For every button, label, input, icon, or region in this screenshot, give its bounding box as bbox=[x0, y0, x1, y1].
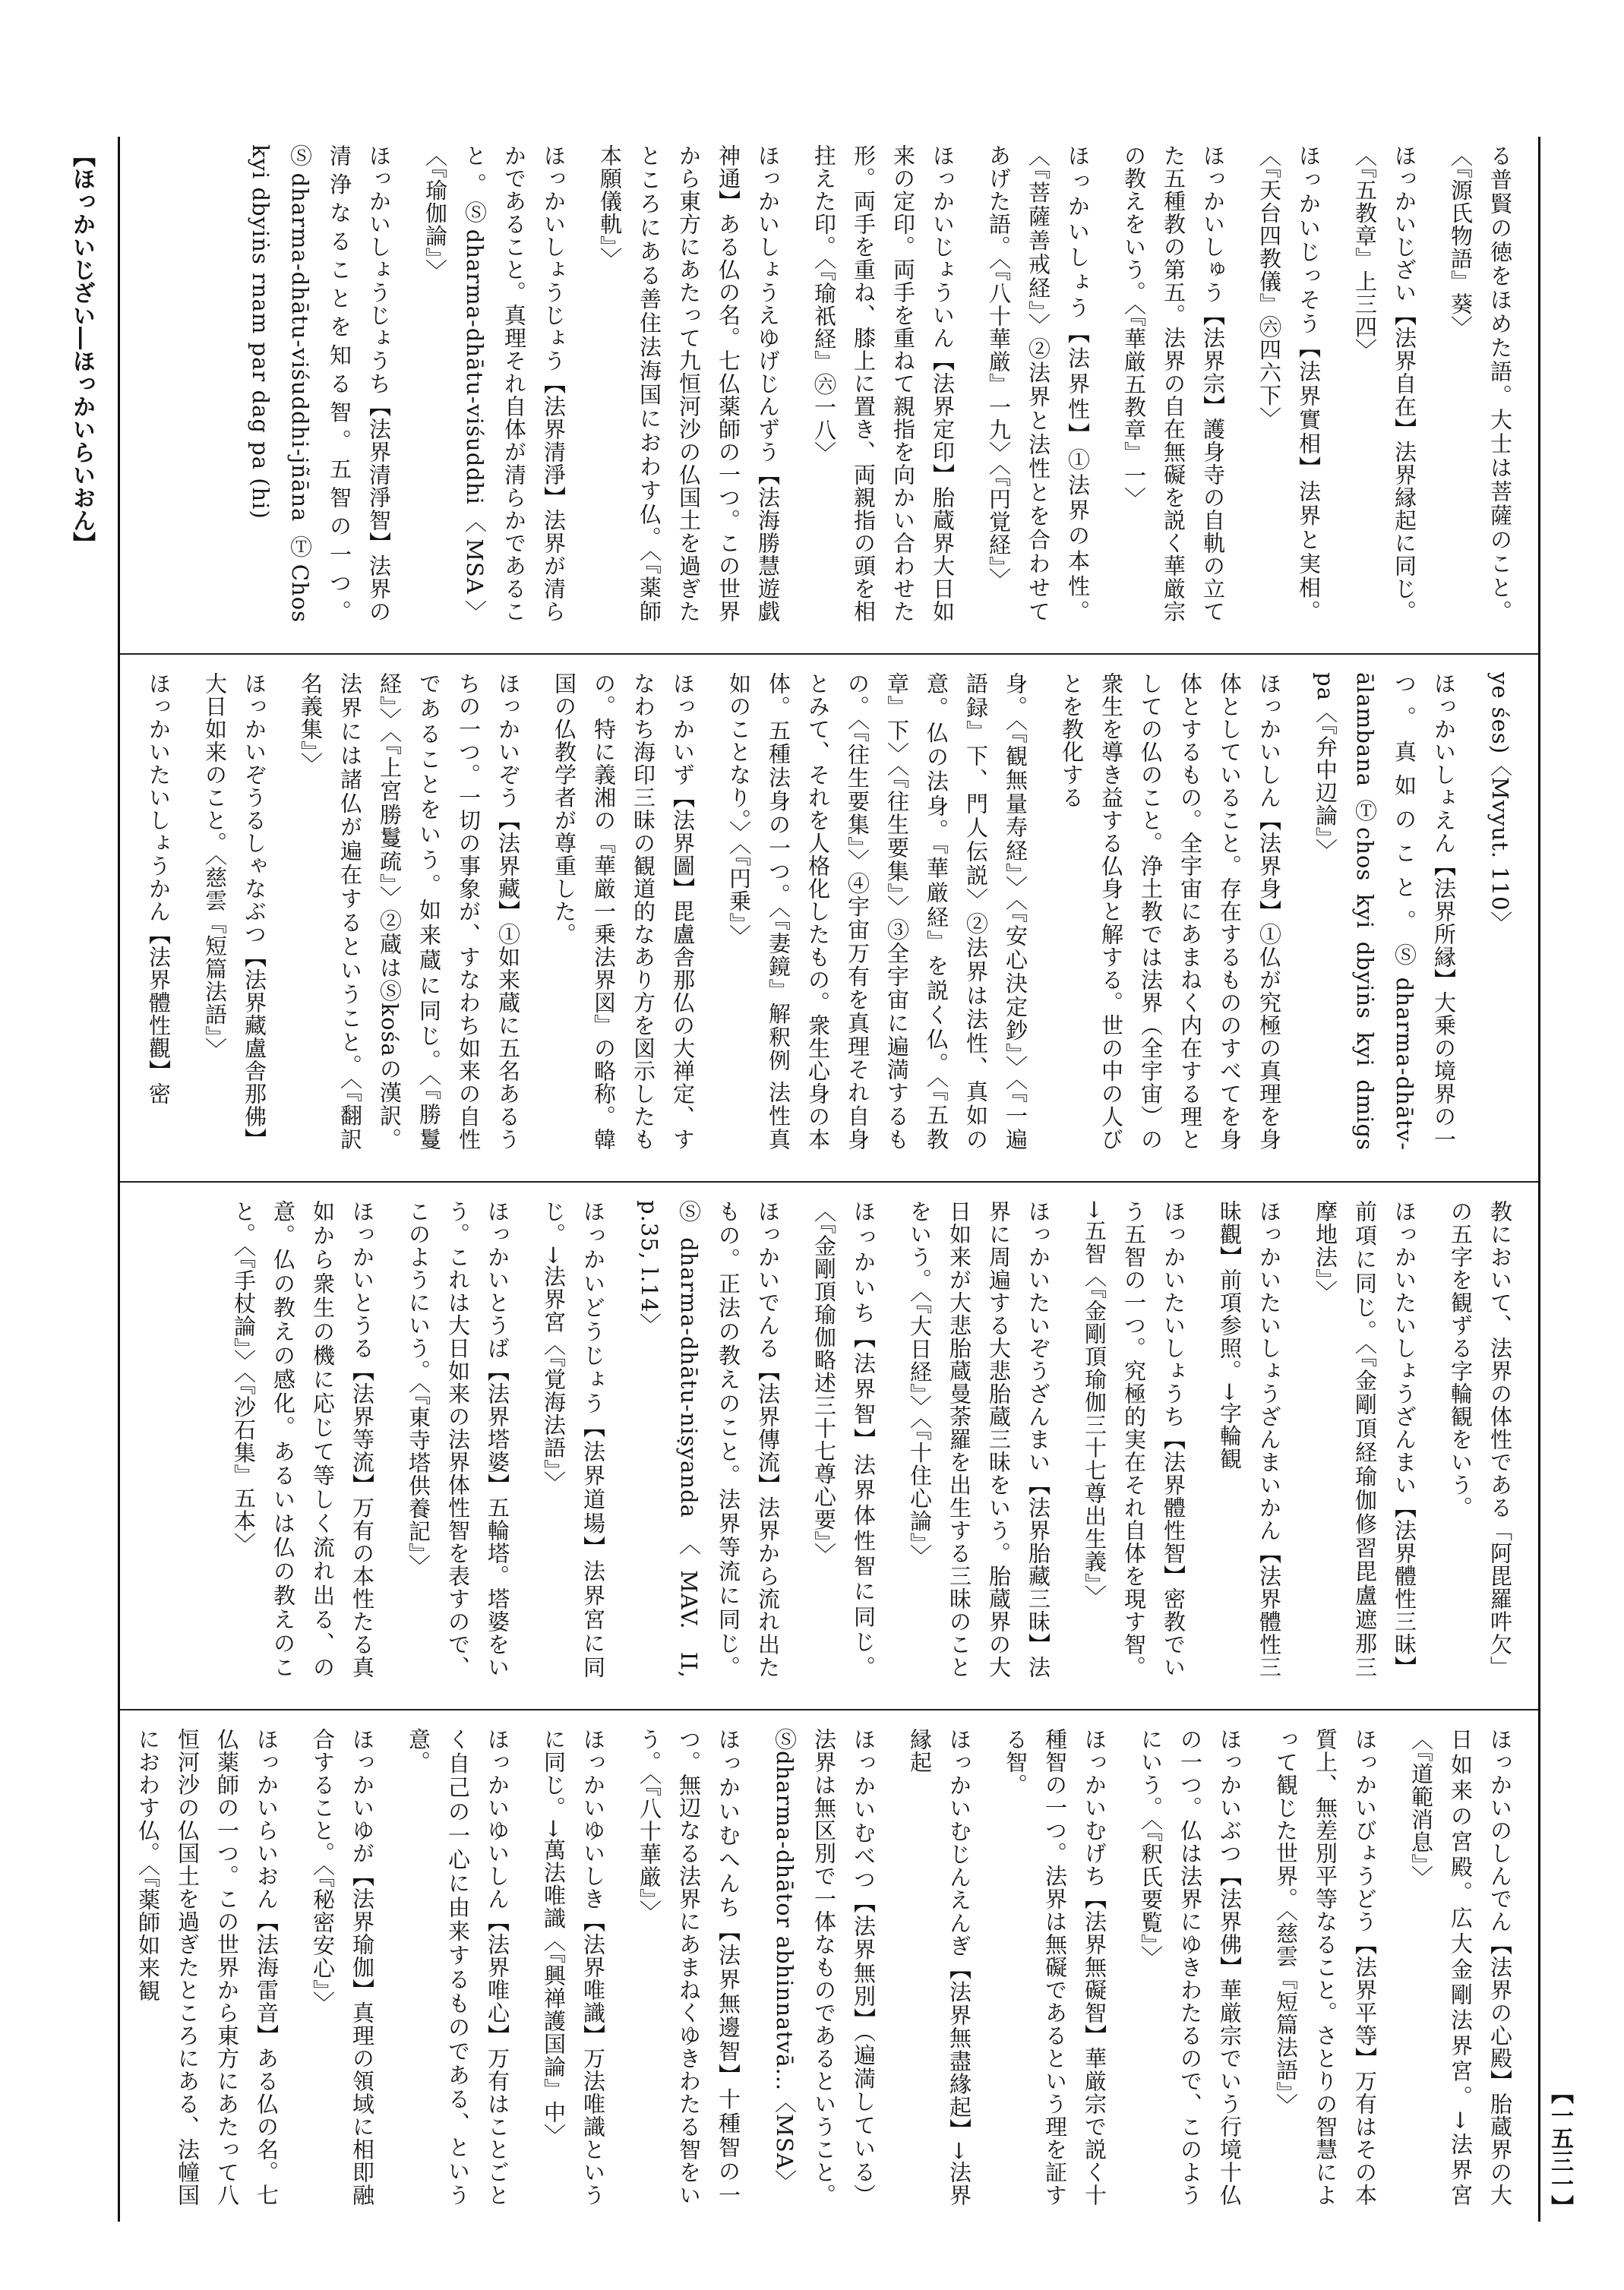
entry-column: ほっかいしょうじょうち【法界清淨智】法界の清浄なることを知る智。五智の一つ。Ⓢdharma-dhātu-viśuddhi-jñāna ⓉChos kyi dbyiṅs rnam par dag pa (hi) bbox=[248, 144, 392, 623]
entry-column: ほっかいしょうえゆげじんずう【法海勝慧遊戯神通】ある仏の名。七仏薬師の一つ。この世界から東方にあたって九恒河沙の仏国土を過ぎたところにある善住法海国におわす仏。〈『薬師本願儀軌』〉 bbox=[597, 144, 781, 623]
entry-column: ほっかいむへんち【法界無邊智】十種智の一つ。無辺なる法界にあまねくゆきわたる智をいう。〈『八十華厳』〉 bbox=[637, 1728, 741, 2206]
entry-column: ほっかいゆいしき【法界唯識】万法唯識というに同じ。→萬法唯識〈『興禅護国論』中〉 bbox=[541, 1728, 606, 2206]
entry-column: ほっかいしん【法界身】①仏が究極の真理を身体としていること。存在するもののすべてを身体とするもの。全宇宙にあまねく内在する理としての仏のこと。浄土教では法界（全宇宙）の衆生を導き益する仏身と解する。世の中の人びとを教化する bbox=[1059, 672, 1282, 1151]
running-head: 【ほっかいじざい―ほっかいらいおん】 bbox=[68, 144, 95, 554]
entry-column: ほっかいじざい【法界自在】法界縁起に同じ。〈『五教章』上三四〉 bbox=[1352, 144, 1417, 623]
entry-column: ほっかいのしんでん【法界の心殿】胎蔵界の大日如来の宮殿。広大金剛法界宮。→法界宮〈『道範消息』〉 bbox=[1408, 1728, 1513, 2206]
tier-3 bbox=[120, 1200, 1538, 1686]
entry-column: ほっかいぞう【法界藏】①如来蔵に五名あるうちの一つ。一切の事象が、すなわち如来の自性であることをいう。如来蔵に同じ。〈『勝鬘経』〉〈『上宮勝鬘疏』〉②蔵はⓈkośaの漢訳。法界には諸仏が遍在するということ。〈『翻訳名義集』〉 bbox=[298, 672, 521, 1151]
entry-column: ほっかいち【法界智】法界体性智に同じ。〈『金剛頂瑜伽略述三十七尊心要』〉 bbox=[811, 1200, 877, 1679]
entry-column: ほっかいじっそう【法界實相】法界と実相。〈『天台四教儀』㊅四六下〉 bbox=[1256, 144, 1322, 623]
tier-2 bbox=[120, 672, 1538, 1158]
entry-column: ほっかいどうじょう【法界道場】法界宮に同じ。→法界宮〈『覚海法語』〉 bbox=[541, 1200, 606, 1679]
entry-column: ほっかいぞうるしゃなぶつ【法界藏盧舎那佛】大日如来のこと。〈慈雲『短篇法語』〉 bbox=[202, 672, 267, 1151]
page-number: 【一五三一】 bbox=[1547, 2081, 1573, 2218]
entry-column: ほっかいじょういん【法界定印】胎蔵界大日如来の定印。両手を重ねて親指を向かい合わせた形。両手を重ね、膝上に置き、両親指の頭を相拄えた印。〈『瑜祇経』㊅一八〉 bbox=[811, 144, 956, 623]
tier-divider bbox=[120, 1709, 1538, 1710]
entry-column: ほっかいず【法界圖】毘盧舎那仏の大禅定、すなわち海印三昧の観道的なあり方を図示したもの。特に義湘の『華厳一乗法界図』の略称。韓国の仏教学者が尊重した。 bbox=[551, 672, 696, 1151]
tier-4 bbox=[120, 1728, 1538, 2214]
entry-column: ほっかいしゅう【法界宗】護身寺の自軌の立てた五種教の第五。法界の自在無礙を説く華厳宗の教えをいう。〈『華厳五教章』一〉 bbox=[1121, 144, 1226, 623]
entry-column: ほっかいびょうどう【法界平等】万有はその本質上、無差別平等なること。さとりの智慧によって観じた世界。〈慈雲『短篇法語』〉 bbox=[1273, 1728, 1378, 2206]
entry-column: る普賢の徳をほめた語。大士は菩薩のこと。〈『源氏物語』葵〉 bbox=[1448, 144, 1513, 623]
entry-column: ほっかいぶつ【法界佛】華厳宗でいう行境十仏の一つ。仏は法界にゆきわたるので、このようにいう。〈『釈氏要覧』〉 bbox=[1138, 1728, 1243, 2206]
entry-column: ほっかいでんる【法界傳流】法界から流れ出たもの。正法の教えのこと。法界等流に同じ。Ⓢdharma-dhātu-niṣyanda〈MAV. II, p.35, l.14〉 bbox=[637, 1200, 781, 1679]
entry-column: ほっかいたいしょうざんまい【法界體性三昧】前項に同じ。〈『金剛頂経瑜伽修習毘盧遮那三摩地法』〉 bbox=[1313, 1200, 1417, 1679]
entry-column: ほっかいたいしょうち【法界體性智】密教でいう五智の一つ。究極的実在それ自体を現す智。→五智〈『金剛頂瑜伽三十七尊出生義』〉 bbox=[1082, 1200, 1186, 1679]
entry-column: ほっかいたいぞうざんまい【法界胎藏三昧】法界に周遍する大悲胎蔵三昧をいう。胎蔵界の大日如来が大悲胎蔵曼荼羅を出生する三昧のことをいう。〈『大日経』〉〈『十住心論』〉 bbox=[907, 1200, 1051, 1679]
entry-column: 身。〈『観無量寿経』〉〈『安心決定鈔』〉〈『一遍語録』下、門人伝説〉②法界は法性、真如の意。仏の法身。『華厳経』を説く仏。〈『五教章』下〉〈『往生要集』〉③全宇宙に遍満するもの。〈『往生要集』〉④宇宙万有を真理それ自身とみて、それを人格化したもの。衆生心身の本体。五種法身の一つ。〈『妻鏡』解釈例 法性真如のことなり。〉〈『円乗』〉 bbox=[726, 672, 1028, 1151]
entry-column: ほっかいゆが【法界瑜伽】真理の領域に相即融合すること。〈『秘密安心』〉 bbox=[310, 1728, 375, 2206]
tier-divider bbox=[120, 653, 1538, 655]
entry-column: 教において、法界の体性である「阿毘羅吽欠」の五字を観ずる字輪観をいう。 bbox=[1448, 1200, 1513, 1679]
entry-column: ほっかいむじんえんぎ【法界無盡緣起】→法界縁起 bbox=[907, 1728, 972, 2206]
entry-column: ほっかいしょう【法界性】①法界の本性。〈『菩薩善戒経』〉②法界と法性とを合わせてあげた語。〈『八十華厳』一九〉〈『円覚経』〉 bbox=[986, 144, 1091, 623]
entry-column: ほっかいしょうじょう【法界清淨】法界が清らかであること。真理それ自体が清らかであること。Ⓢdharma-dhātu-viśuddhi〈MSA〉〈『瑜伽論』〉 bbox=[422, 144, 567, 623]
tier-1 bbox=[120, 144, 1538, 630]
entry-column: ほっかいむげち【法界無礙智】華厳宗で説く十種智の一つ。法界は無礙であるという理を証する智。 bbox=[1003, 1728, 1107, 2206]
text-frame bbox=[118, 137, 1540, 2222]
tier-divider bbox=[120, 1181, 1538, 1183]
entry-column: ほっかいとうる【法界等流】万有の本性たる真如から衆生の機に応じて等しく流れ出る、の意。仏の教えの感化。あるいは仏の教えのこと。〈『手杖論』〉〈『沙石集』五本〉 bbox=[231, 1200, 375, 1679]
entry-column: ほっかいゆいしん【法界唯心】万有はことごとく自己の一心に由来するものである、という意。 bbox=[406, 1728, 510, 2206]
entry-column: ほっかいとうば【法界塔婆】五輪塔。塔婆をいう。これは大日如来の法界体性智を表すので、このようにいう。〈『東寺塔供養記』〉 bbox=[406, 1200, 510, 1679]
entry-column: ほっかいたいしょうかん【法界體性觀】密 bbox=[146, 672, 172, 1105]
entry-column: ほっかいらいおん【法海雷音】ある仏の名。七仏薬師の一つ。この世界から東方にあたって八恒河沙の仏国土を過ぎたところにある、法幢国におわす仏。〈『薬師如来観 bbox=[135, 1728, 280, 2206]
entry-column: ほっかいむべつ【法界無別】（遍満している）法界は無区別で一体なものであるということ。Ⓢdharma-dhātor abhinnatvā...〈MSA〉 bbox=[772, 1728, 877, 2206]
entry-column: ほっかいしょえん【法界所縁】大乗の境界の一つ。真如のこと。Ⓢdharma-dhātv-ālambana Ⓣchos kyi dbyiṅs kyi dmigs pa〈『弁中辺論』〉 bbox=[1313, 672, 1457, 1151]
entry-column: ye śes)〈Mvyut. 110〉 bbox=[1487, 672, 1513, 934]
entry-column: ほっかいたいしょうざんまいかん【法界體性三昧觀】前項参照。→字輪観 bbox=[1217, 1200, 1282, 1679]
